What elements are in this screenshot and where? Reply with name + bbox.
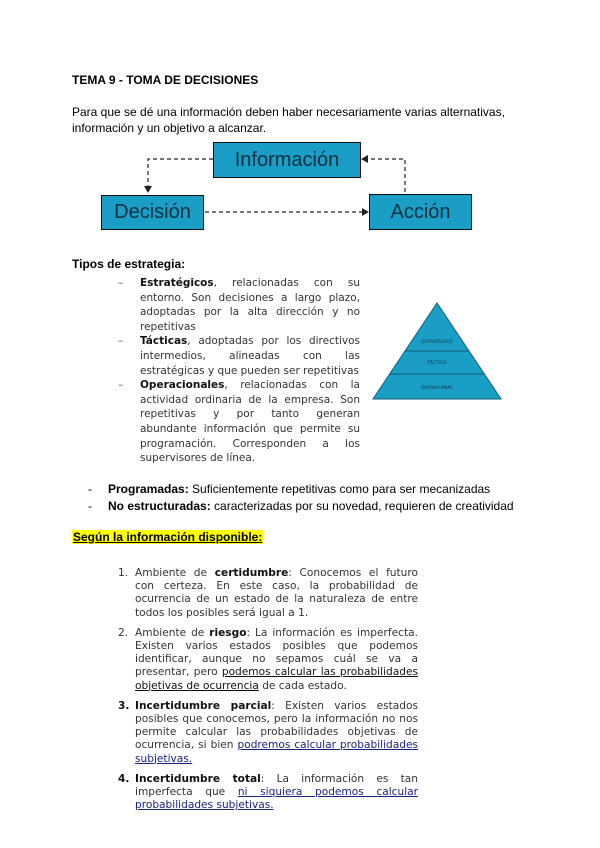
item-term: Incertidumbre parcial <box>135 699 272 712</box>
item-term: certidumbre <box>214 567 289 579</box>
item-text-a: Ambiente de <box>135 567 215 579</box>
item-underlined: podremos calcular probabilidades subjetivas. <box>135 739 419 765</box>
decision-diagram-arrows <box>0 0 600 240</box>
strategy-term: Estratégicos <box>140 277 214 289</box>
item-term: riesgo <box>209 626 247 639</box>
bullet-term: Programadas: <box>108 482 189 496</box>
page-title: TEMA 9 - TOMA DE DECISIONES <box>72 73 259 87</box>
item-text-c: : La información es imperfecta. Existen varios estados posibles que podemos identificar, aunque no sepamos cuál se va a presentar, pero <box>135 626 418 679</box>
arrow-accion-to-info <box>368 159 405 192</box>
decision-type-list <box>88 481 514 515</box>
item-number: 2. <box>118 626 129 639</box>
pyramid-bottom-label: OPERACIONAL <box>420 386 454 391</box>
item-underlined: podemos calcular las probabilidades objetivas de ocurrencia <box>135 666 418 692</box>
item-underlined: ni siquiera podemos calcular probabilidades subjetivas. <box>135 786 418 812</box>
info-list <box>118 567 418 819</box>
bullet-term: No estructuradas: <box>108 499 211 513</box>
bullet-desc: Suficientemente repetitivas como para ser mecanizadas <box>188 482 491 496</box>
intro-paragraph: Para que se dé una información deben haber necesariamente varias alternativas, información y un objetivo a alcanzar. <box>72 105 505 135</box>
strategy-desc: , relacionadas con su entorno. Son decisiones a largo plazo, adoptadas por la alta dirección y no repetitivas <box>140 277 360 333</box>
info-item <box>118 567 418 620</box>
item-text-d: de cada estado. <box>258 679 347 692</box>
strategy-item: – Tácticas, adoptadas por los directivos intermedios, alineadas con las estratégicas y que pueden ser repetitivas <box>118 335 360 377</box>
info-item <box>118 627 418 693</box>
list-item: - No estructuradas: caracterizadas por su novedad, requieren de creatividad <box>88 499 514 513</box>
info-item <box>118 773 418 813</box>
item-text-a: Ambiente de <box>135 626 210 639</box>
item-number: 3. <box>118 699 130 712</box>
arrow-info-to-decision <box>148 159 213 186</box>
strategy-term: Tácticas <box>140 335 188 348</box>
item-term: Incertidumbre total <box>135 772 261 785</box>
strategy-item: – Operacionales, relacionadas con la actividad ordinaria de la empresa. Son repetitivas y por tanto generan abundante información que permite su programación. Corresponden a los supervisores de línea. <box>118 379 360 465</box>
item-number: 1. <box>118 567 129 579</box>
item-text-c: : Conocemos el futuro con certeza. En este caso, la probabilidad de ocurrencia de un estado de la naturaleza de entre todos los posibles será igual a 1. <box>135 567 418 619</box>
list-item: - Programadas: Suficientemente repetitivas como para ser mecanizadas <box>88 482 491 496</box>
accion-box: Acción <box>369 194 472 230</box>
item-number: 4. <box>118 772 130 785</box>
strategy-list <box>118 276 360 466</box>
decision-box: Decisión <box>101 195 204 230</box>
item-text-c: : Existen varios estados posibles que conocemos, pero la información no nos permite calcular las probabilidades objetivas de ocurrencia, si bien <box>135 699 418 752</box>
item-text-c: : La información es tan imperfecta que <box>135 772 418 799</box>
tipos-heading: Tipos de estrategia: <box>72 257 186 271</box>
strategy-desc: , adoptadas por los directivos intermedios, alineadas con las estratégicas y que pueden ser repetitivas <box>140 335 360 377</box>
strategy-term: Operacionales <box>140 379 225 392</box>
informacion-box: Información <box>213 142 361 178</box>
info-item <box>118 700 418 766</box>
strategy-pyramid <box>370 300 504 402</box>
strategy-desc: , relacionadas con la actividad ordinaria de la empresa. Son repetitivas y por tanto generan abundante información que permite su programación. Corresponden a los supervisores de línea. <box>140 379 360 465</box>
info-heading: Según la información disponible: <box>73 530 263 544</box>
strategy-item: – Estratégicos, relacionadas con su entorno. Son decisiones a largo plazo, adoptadas por la alta dirección y no repetitivas <box>118 277 360 333</box>
pyramid-mid-label: TÁCTICO <box>427 361 447 366</box>
pyramid-top-label: ESTRATÉGICO <box>421 340 453 345</box>
bullet-desc: caracterizadas por su novedad, requieren de creatividad <box>210 499 514 513</box>
